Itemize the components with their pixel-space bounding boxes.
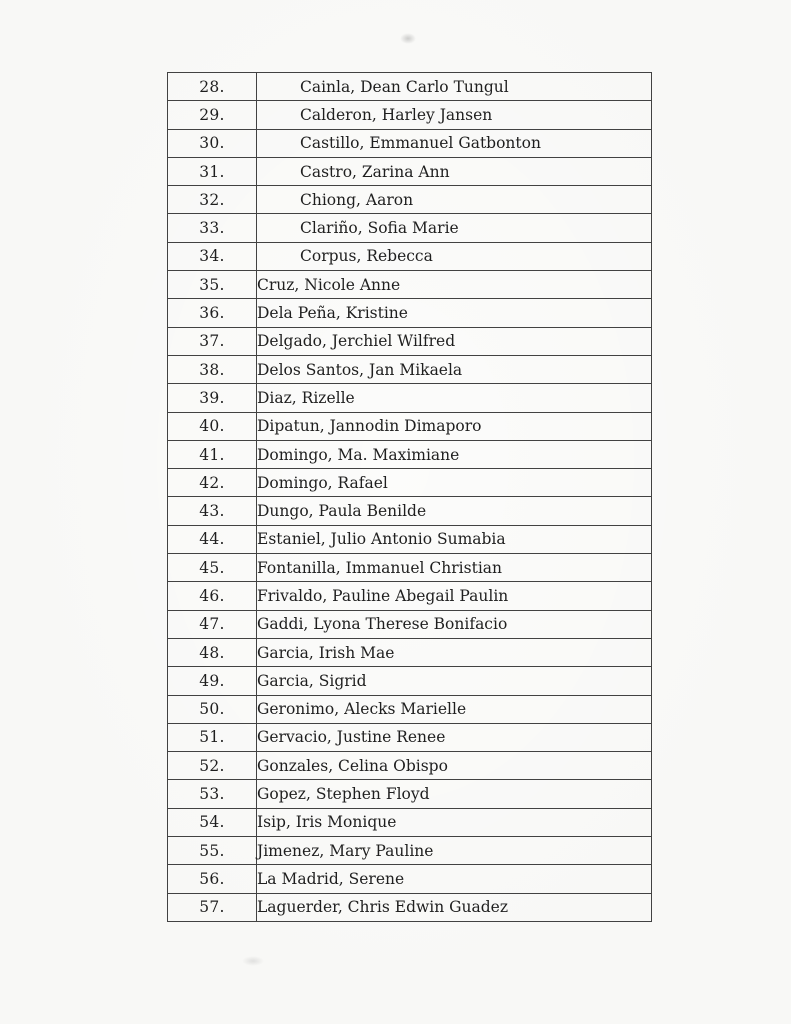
row-name: Isip, Iris Monique: [257, 808, 652, 836]
row-number: 42.: [168, 469, 257, 497]
row-name: Diaz, Rizelle: [257, 384, 652, 412]
table-row: [168, 638, 652, 666]
table-row: [168, 355, 652, 383]
table-row: [168, 73, 652, 101]
table-row: [168, 752, 652, 780]
table-row: [168, 327, 652, 355]
row-number: 32.: [168, 186, 257, 214]
row-number: 55.: [168, 837, 257, 865]
row-name: Delgado, Jerchiel Wilfred: [257, 327, 652, 355]
row-number: 46.: [168, 582, 257, 610]
row-number: 41.: [168, 440, 257, 468]
table-row: [168, 299, 652, 327]
row-name: Domingo, Ma. Maximiane: [257, 440, 652, 468]
table-row: [168, 469, 652, 497]
row-name: Gaddi, Lyona Therese Bonifacio: [257, 610, 652, 638]
row-number: 54.: [168, 808, 257, 836]
row-number: 29.: [168, 101, 257, 129]
roster-table-body: [168, 73, 652, 922]
row-name: Fontanilla, Immanuel Christian: [257, 554, 652, 582]
row-number: 28.: [168, 73, 257, 101]
row-name: Garcia, Irish Mae: [257, 638, 652, 666]
row-number: 31.: [168, 157, 257, 185]
row-name: Dungo, Paula Benilde: [257, 497, 652, 525]
row-name: Jimenez, Mary Pauline: [257, 837, 652, 865]
table-row: [168, 837, 652, 865]
table-row: [168, 780, 652, 808]
row-name: Gervacio, Justine Renee: [257, 723, 652, 751]
row-number: 33.: [168, 214, 257, 242]
row-number: 53.: [168, 780, 257, 808]
row-number: 34.: [168, 242, 257, 270]
table-row: [168, 525, 652, 553]
row-name: Cainla, Dean Carlo Tungul: [257, 73, 652, 101]
row-name: Dela Peña, Kristine: [257, 299, 652, 327]
row-number: 51.: [168, 723, 257, 751]
row-name: Castillo, Emmanuel Gatbonton: [257, 129, 652, 157]
table-row: [168, 157, 652, 185]
row-number: 43.: [168, 497, 257, 525]
row-name: Cruz, Nicole Anne: [257, 271, 652, 299]
name-roster-table: [167, 72, 652, 922]
row-number: 40.: [168, 412, 257, 440]
table-row: [168, 242, 652, 270]
table-row: [168, 808, 652, 836]
row-number: 30.: [168, 129, 257, 157]
row-name: Laguerder, Chris Edwin Guadez: [257, 893, 652, 921]
table-row: [168, 554, 652, 582]
row-number: 48.: [168, 638, 257, 666]
table-row: [168, 186, 652, 214]
row-number: 47.: [168, 610, 257, 638]
table-row: [168, 271, 652, 299]
row-name: Delos Santos, Jan Mikaela: [257, 355, 652, 383]
row-name: La Madrid, Serene: [257, 865, 652, 893]
row-number: 36.: [168, 299, 257, 327]
row-name: Castro, Zarina Ann: [257, 157, 652, 185]
table-row: [168, 582, 652, 610]
row-number: 56.: [168, 865, 257, 893]
table-row: [168, 497, 652, 525]
table-row: [168, 129, 652, 157]
table-row: [168, 384, 652, 412]
row-number: 39.: [168, 384, 257, 412]
row-name: Gopez, Stephen Floyd: [257, 780, 652, 808]
row-number: 44.: [168, 525, 257, 553]
row-name: Corpus, Rebecca: [257, 242, 652, 270]
table-row: [168, 695, 652, 723]
table-row: [168, 440, 652, 468]
row-name: Domingo, Rafael: [257, 469, 652, 497]
smudge-mark-bottom: [242, 956, 264, 966]
row-name: Estaniel, Julio Antonio Sumabia: [257, 525, 652, 553]
row-number: 52.: [168, 752, 257, 780]
smudge-mark-top: [400, 33, 416, 44]
table-row: [168, 865, 652, 893]
row-name: Dipatun, Jannodin Dimaporo: [257, 412, 652, 440]
table-row: [168, 723, 652, 751]
row-name: Clariño, Sofia Marie: [257, 214, 652, 242]
row-number: 38.: [168, 355, 257, 383]
table-row: [168, 893, 652, 921]
table-row: [168, 667, 652, 695]
row-name: Calderon, Harley Jansen: [257, 101, 652, 129]
table-row: [168, 214, 652, 242]
table-row: [168, 610, 652, 638]
row-number: 45.: [168, 554, 257, 582]
row-name: Geronimo, Alecks Marielle: [257, 695, 652, 723]
row-name: Chiong, Aaron: [257, 186, 652, 214]
row-name: Gonzales, Celina Obispo: [257, 752, 652, 780]
row-number: 57.: [168, 893, 257, 921]
table-row: [168, 412, 652, 440]
table-row: [168, 101, 652, 129]
row-number: 50.: [168, 695, 257, 723]
row-number: 49.: [168, 667, 257, 695]
row-number: 37.: [168, 327, 257, 355]
row-name: Garcia, Sigrid: [257, 667, 652, 695]
row-name: Frivaldo, Pauline Abegail Paulin: [257, 582, 652, 610]
row-number: 35.: [168, 271, 257, 299]
